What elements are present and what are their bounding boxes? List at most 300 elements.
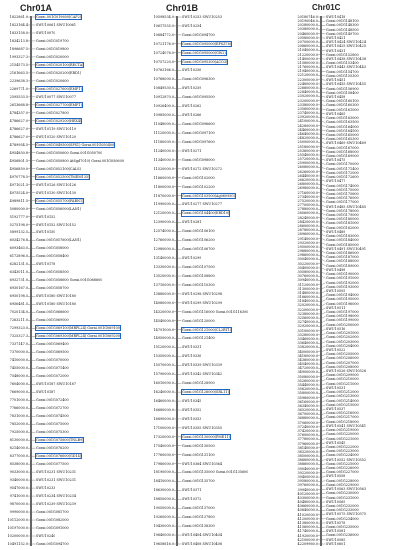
position-label: 28780000.0 [297,228,318,233]
marker-connector [322,291,326,293]
position-label: 7669000.0 [9,390,28,395]
marker-label: SWU10187 [36,390,56,395]
marker-label: Gorai.001G175000 [326,187,359,192]
position-label: 25900000.0 [297,161,318,166]
position-label: 8130000.0 [9,438,28,443]
marker-label: SWU10120 SWU10120 [36,134,76,139]
position-label: 38320000.0 [297,449,318,454]
position-label: 9033000.0 [9,470,28,475]
position-label: 34360000.0 [297,357,318,362]
marker-connector [322,308,326,310]
marker-label: Gorai.001G155300 [326,73,359,78]
position-label: 6343011.0 [9,270,28,275]
position-label: 29500000.0 [297,244,318,249]
marker-connector [322,396,326,397]
marker-connector [322,443,326,444]
position-label: 38860000.0 [297,462,318,467]
position-label: 8214000.0 [9,446,28,451]
marker-label: SWU10372 [182,497,202,502]
marker-label: Gorai.001G198000 [326,314,359,319]
marker-label: SWU10277 SWU10277 [182,202,222,207]
marker-connector [322,333,326,335]
position-label: 32560000.0 [297,316,318,321]
marker-label: Gorai.001G168000 [326,149,359,154]
marker-label: Gorai.001G233000 [326,508,359,513]
position-label: 30580000.0 [297,270,318,275]
marker-label: Gorai.001G102000 [182,175,215,180]
position-label: 31300000.0 [297,286,318,291]
marker-connector [322,434,326,435]
position-label: 29140000.0 [297,236,318,241]
position-label: 7604000.0 [9,382,28,387]
position-label: 37960000.0 [297,441,318,446]
position-label: 41560000.0 [297,525,318,530]
position-label: 13880000.0 [153,291,174,296]
chr01c-title: Chr01C [312,3,341,12]
marker-label: Gorai.001G230000 [326,491,359,496]
marker-connector [322,218,326,220]
position-label: 6930167.0 [9,286,28,291]
marker-label: Gorai.001G057600(LAN1) [36,238,82,243]
marker-label: Gorai.001G217000 [326,415,359,420]
marker-connector [322,151,326,152]
position-label: 23560000.0 [297,106,318,111]
marker-label: SWU10491 SWU10491 [326,246,366,251]
position-label: 26620000.0 [297,178,318,183]
position-label: 11520000.0 [153,166,174,171]
marker-label: Gorai.001G106700 [182,247,215,252]
highlighted-marker-label: Gorai.001G029200(HEX4) [36,118,82,123]
position-label: 35620000.0 [297,387,318,392]
marker-label: Gorai.001G153400 [326,61,359,66]
marker-connector [322,247,326,249]
position-label: 28060000.0 [297,211,318,216]
marker-label: Gorai.001G081700 [36,509,69,514]
position-label: 10200000.0 [7,533,28,538]
position-label: 20190046.0 [297,19,318,24]
marker-connector [322,163,326,164]
position-label: 19260000.0 [153,515,174,520]
position-label: 20180746.0 [297,14,318,19]
marker-label: Gorai.001G020200(ERD1) [36,70,82,75]
marker-connector [322,113,326,114]
marker-label: Gorai.001G075300 [36,430,69,435]
position-label: 38500000.0 [297,454,318,459]
position-label: 31840000.0 [297,299,318,304]
marker-connector [322,392,326,393]
position-label: 41920000.0 [297,533,318,538]
position-label: 16240000.0 [153,390,174,395]
marker-label: Gorai.001G208000 [326,364,359,369]
position-label: 4971021.5 [9,182,28,187]
marker-connector [322,477,326,478]
position-label: 7299323.0 [9,326,28,331]
position-label: 4956859.0 [9,166,28,171]
marker-label: Gorai.001G229000 [326,482,359,487]
marker-label: Gorai.001G191000 [326,276,359,281]
highlighted-marker-label: Gorai.001G049500(SPS1) Gorai.001G050400 [36,142,115,147]
position-label: 38140000.0 [297,445,318,450]
position-label: 9340000.0 [9,478,28,483]
marker-label: Gorai.001G194000 [326,293,359,298]
marker-label: Gorai.001G152800 [326,52,359,57]
position-label: 32740000.0 [297,320,318,325]
marker-label: SWU10431 [326,48,346,53]
position-label: 20860000.0 [297,44,318,49]
position-label: 36340000.0 [297,403,318,408]
position-label: 2154573.5 [9,62,28,67]
position-label: 10985000.0 [153,113,174,118]
position-label: 42209960.0 [297,541,318,546]
marker-label: SWU10336 [182,354,202,359]
marker-connector [322,260,326,262]
position-label: 2161663.5 [9,70,28,75]
position-label: 6093463.0 [9,246,28,251]
position-label: 33640000.0 [297,341,318,346]
marker-label: Gorai.001G069500 [36,350,69,355]
position-label: 10849530.0 [153,86,174,91]
marker-label: SWU10355 SWU10355 [182,425,222,430]
marker-label: Gorai.001G069000 [36,318,69,323]
position-label: 34900000.0 [297,370,318,375]
marker-connector [322,295,326,297]
position-label: 23920000.0 [297,115,318,120]
position-label: 17320000.0 [153,434,174,439]
position-label: 10768000.0 [153,77,174,82]
position-label: 26080000.0 [297,165,318,170]
marker-connector [322,316,326,318]
marker-label: Gorai.001G172600 [326,175,359,180]
marker-label: Gorai.001G097600 [182,139,215,144]
position-label: 27700000.0 [297,203,318,208]
marker-label: Gorai.001G201000 [326,331,359,336]
marker-label: SWU10070 [36,30,56,35]
marker-label: Gorai.001G176000 [326,196,359,201]
marker-label: SWU10239 SWU10239 [36,501,76,506]
marker-connector [322,130,326,131]
marker-label: Gorai.001G163000 [326,116,359,121]
position-label: 40840000.0 [297,508,318,513]
marker-connector [322,272,326,274]
marker-connector [322,255,326,257]
position-label: 28600000.0 [297,224,318,229]
highlighted-marker-label: Gorai.001G020100(RECTA) [36,62,84,67]
marker-label: Gorai.001G135000 Gorai.001G135600 [182,470,249,475]
position-label: 26800000.0 [297,182,318,187]
marker-label: Gorai.001G161000 [326,107,359,112]
marker-connector [322,251,326,253]
position-label: 10598534.0 [153,14,174,19]
marker-label: SWU10152 [36,214,56,219]
marker-label: Gorai.001G106200 [182,238,215,243]
position-label: 24100000.0 [297,119,318,124]
marker-label: SWU10418 [326,14,346,19]
marker-label: Gorai.001G213000 [326,394,359,399]
position-label: 26260000.0 [297,169,318,174]
marker-label: Gorai.001G188000 [326,259,359,264]
marker-connector [322,447,326,448]
position-label: 18410000.0 [153,479,174,484]
marker-label: Gorai.001G172000 [326,170,359,175]
highlighted-marker-label: Gorai.001G069300(MRPL24) Gorai.001G069200 [36,334,120,339]
marker-label: Gorai.001G221000 [326,436,359,441]
marker-connector [322,264,326,266]
marker-label: Gorai.001G094700 [182,32,215,37]
marker-label: SWU10126 SWU10126 [36,182,76,187]
position-label: 20460000.0 [297,31,318,36]
marker-label: SWU10601 [326,541,346,546]
marker-connector [322,180,326,181]
position-label: 8538000.0 [9,462,28,467]
marker-label: Gorai.001G058000 [36,246,69,251]
marker-label: SWU10180 SWU10180 [36,302,76,307]
marker-label: Gorai.001G210000 [326,377,359,382]
marker-label: Gorai.001G163500 [326,120,359,125]
position-label: 15120000.0 [153,345,174,350]
position-label: 42100000.0 [297,537,318,542]
marker-connector [322,283,326,285]
marker-label: Gorai.001G020000 [36,54,69,59]
marker-label: SWU10421 [326,35,346,40]
position-label: 37060000.0 [297,420,318,425]
marker-label: SWU10187 SWU10187 [36,382,76,387]
marker-label: SWU10231 SWU10231 [36,478,76,483]
position-label: 35800000.0 [297,391,318,396]
position-label: 11990000.0 [153,202,174,207]
position-label: 6956481.5 [9,302,28,307]
position-label: 11048000.0 [153,122,174,127]
highlighted-marker-label: Gorai.001G055700(FABN1) [36,198,84,203]
marker-label: SWU10254 [182,23,202,28]
marker-label: SWU10152 SWU10152 [36,222,76,227]
position-label: 36700000.0 [297,412,318,417]
position-label: 16460000.0 [153,398,174,403]
marker-label: SWU10569 [326,499,346,504]
marker-label: SWU10438 SWU10438 [326,57,366,62]
marker-label: Gorai.001G169000 [326,154,359,159]
position-label: 12390000.0 [153,220,174,225]
position-label: 32200000.0 [297,307,318,312]
position-label: 23020000.0 [297,94,318,99]
marker-label: Gorai.001G131100 [182,452,215,457]
marker-connector [322,276,326,278]
marker-label: SWU10240 [36,533,56,538]
position-label: 17540000.0 [153,443,174,448]
marker-label: SWU10281 [182,220,202,225]
marker-label: Gorai.001G076200 [36,446,69,451]
position-label: 25180000.0 [297,144,318,149]
marker-label: SWU10505 [326,288,346,293]
marker-label: Gorai.001G234000 [326,516,359,521]
marker-label: Gorai.001G232000 [326,503,359,508]
marker-label: SWU10404 SWU10404 [182,532,222,537]
position-label: 7925000.0 [9,430,28,435]
position-label: 25360000.0 [297,148,318,153]
marker-connector [322,268,326,270]
position-label: 19050000.0 [153,506,174,511]
marker-label: SWU10469 SWU10469 [326,141,366,146]
position-label: 28240000.0 [297,215,318,220]
marker-label: Gorai.001G128900 [182,381,215,386]
position-label: 40120000.0 [297,491,318,496]
position-label: 1823164.4 [9,22,28,27]
marker-connector [322,159,326,160]
marker-connector [322,337,326,339]
position-label: 4789954.5 [9,142,28,147]
highlighted-marker-label: Gorai.001G130000(PME11) [182,434,230,439]
marker-label: Gorai.001G196000 [326,301,359,306]
marker-label: SWU10526 SWU10526 [326,369,366,374]
marker-label: Gorai.001G203000 [326,339,359,344]
marker-connector [322,105,326,106]
marker-label: Gorai.001G082000 [36,517,69,522]
marker-label: Gorai.001G215000 [326,402,359,407]
marker-label: Gorai.001G204000 [326,343,359,348]
position-label: 10112000.0 [7,517,28,522]
marker-connector [322,239,326,241]
marker-label: Gorai.001G216000 [326,411,359,416]
position-label: 2269771.0 [9,86,28,91]
position-label: 34180000.0 [297,353,318,358]
marker-label: Gorai.001G106100 [182,229,215,234]
position-label: 10617555.0 [153,23,174,28]
position-label: 34540000.0 [297,362,318,367]
position-label: 7852000.0 [9,422,28,427]
marker-label: Gorai.001G070000 [36,358,69,363]
marker-label: SWU10253 SWU10253 [182,14,222,19]
position-label: 33820000.0 [297,345,318,350]
marker-connector [322,418,326,419]
position-label: 32020000.0 [297,303,318,308]
position-label: 17980000.0 [153,461,174,466]
position-label: 21760000.0 [297,65,318,70]
marker-label: SWU10531 [326,385,346,390]
position-label: 35980000.0 [297,395,318,400]
marker-connector [322,122,326,123]
position-label: 13330000.0 [153,265,174,269]
marker-label: SWU10345 [182,398,202,403]
marker-label: Gorai.001G189000 [326,263,359,268]
marker-label: SWU10342 SWU10342 [182,372,222,377]
marker-label: SWU10061 SWU10061 [36,22,76,27]
position-label: 41740000.0 [297,529,318,534]
position-label: 22840000.0 [297,90,318,95]
marker-label: SWU10575 SWU10575 [326,512,366,517]
position-label: 14320000.0 [153,309,174,314]
marker-label: Gorai.001G212000 [326,390,359,395]
marker-label: SWU10522 [326,347,346,352]
marker-label: Gorai.001G193000 [326,284,359,289]
marker-label: SWU10541 SWU10541 [326,423,366,428]
marker-connector [322,172,326,173]
marker-label: SWU10458 [326,95,346,99]
position-label: 39760000.0 [297,483,318,488]
position-label: 17760000.0 [153,452,174,457]
position-label: 2239638.3 [9,78,28,83]
marker-label: SWU10234 SWU10234 [36,493,76,498]
position-label: 21940000.0 [297,69,318,74]
marker-connector [322,375,326,376]
highlighted-marker-label: Gorai.001G104400(ERD10) [182,211,230,216]
position-label: 14950000.0 [153,336,174,341]
marker-label: SWU10130 SWU10130 [36,190,76,195]
marker-label: SWU10178 [36,262,56,267]
position-label: 12760000.0 [153,238,174,243]
position-label: 17100000.0 [153,425,174,430]
marker-label: SWU10424 SWU10424 [326,40,366,45]
position-label: 1833158.0 [9,30,28,35]
position-label: 11180000.0 [153,139,174,144]
marker-label: Gorai.001G184000 [326,238,359,243]
position-label: 4786627.0 [9,134,28,139]
marker-connector [322,422,326,423]
marker-label: Gorai.001G137800 [182,515,215,520]
position-label: 4784357.0 [9,110,28,115]
marker-label: Gorai.001G121400 [182,336,215,341]
position-label: 21580000.0 [297,60,318,65]
marker-connector [322,304,326,306]
position-label: 35260000.0 [297,378,318,383]
marker-label: Gorai.001G020600 [36,78,69,83]
marker-label: Gorai.001G056000(LAN1) [36,206,82,211]
position-label: 1834213.8 [9,38,28,43]
position-label: 4970778.5 [9,174,28,179]
position-label: 13520000.0 [153,273,174,278]
position-label: 6950198.5 [9,294,28,299]
marker-connector [322,287,326,289]
position-label: 11340000.0 [153,157,174,162]
position-label: 22300000.0 [297,77,318,82]
marker-label: Gorai.001G190000 [326,272,359,277]
marker-label: Gorai.001G068600 [36,310,69,315]
marker-connector [322,358,326,359]
position-label: 7263211.0 [9,318,28,323]
position-label: 10926400.0 [153,104,174,109]
position-label: 14791000.0 [153,327,174,332]
marker-label: Gorai.001G072400 [36,398,69,403]
marker-connector [322,147,326,148]
position-label: 7831000.0 [9,414,28,419]
marker-label: Gorai.001G218000 [326,419,359,424]
marker-label: SWU10331 [182,345,202,350]
position-label: 41020000.0 [297,512,318,517]
position-label: 5080000.0 [9,206,28,211]
position-label: 5192777.0 [9,214,28,219]
marker-label: Gorai.001G186000 [326,250,359,255]
marker-label: Gorai.001G214000 [326,398,359,403]
position-label: 33280000.0 [297,332,318,337]
position-label: 4786627.0 [9,118,28,123]
position-label: 10684772.0 [153,32,174,37]
marker-label: Gorai.001G072000 [36,374,69,379]
position-label: 24640000.0 [297,132,318,136]
position-label: 13140000.0 [153,256,174,261]
marker-label: Gorai.001G223000 [326,449,359,454]
marker-label: SWU10299 SWU10299 [182,300,222,305]
position-label: 7766000.0 [9,406,28,411]
marker-connector [322,342,326,344]
position-label: 21400000.0 [297,56,318,61]
position-label: 1822861.0 [9,14,28,19]
marker-label: Gorai.001G235000 [326,525,359,530]
marker-label: Gorai.001G050600 Gorai.001G050700 [36,150,103,155]
marker-label: Gorai.001G160300 [326,103,359,108]
marker-connector [322,92,326,93]
marker-connector [322,209,326,211]
position-label: 9741000.0 [9,493,28,498]
marker-label: SWU10537 [326,406,346,411]
marker-connector [322,346,326,348]
